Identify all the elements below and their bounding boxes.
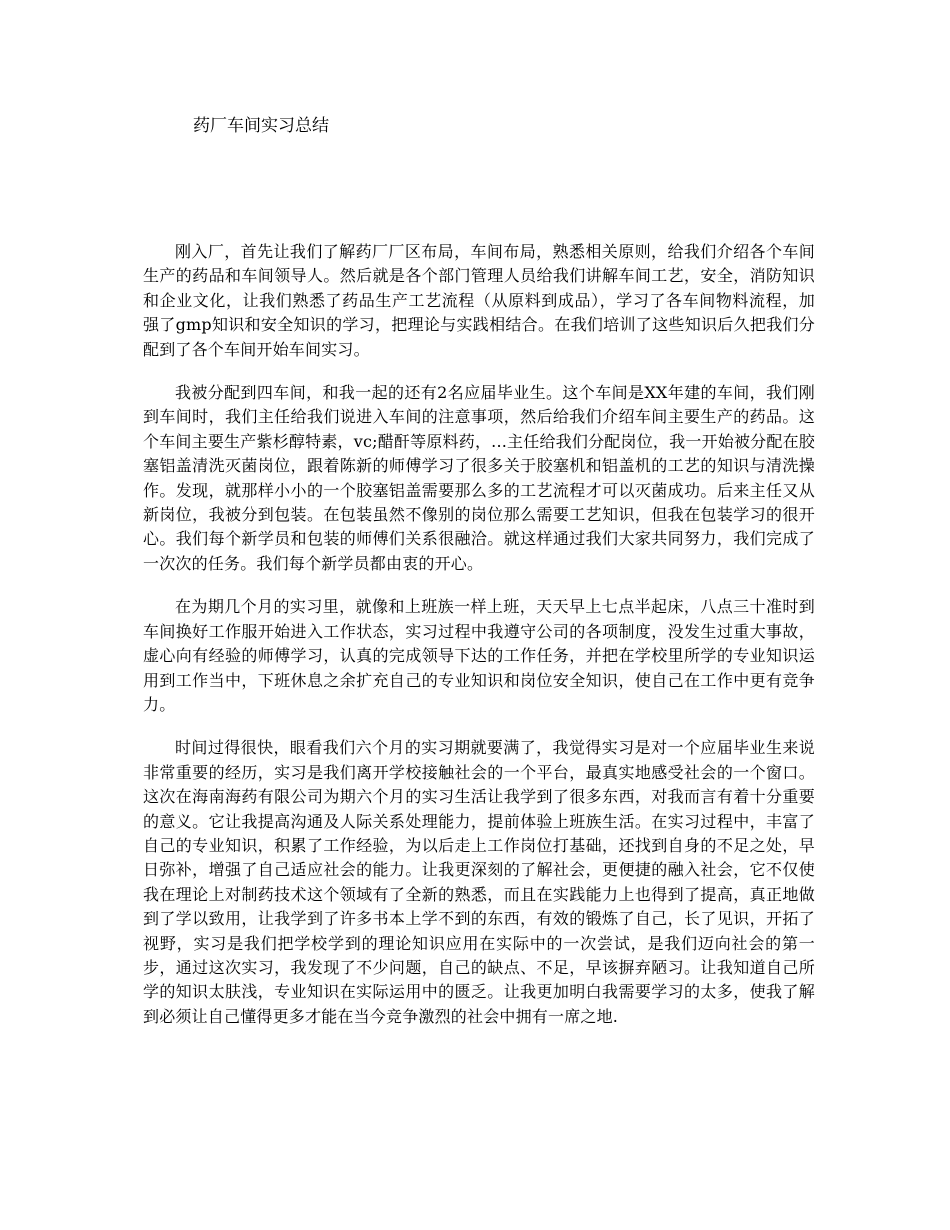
document-title: 药厂车间实习总结 <box>193 116 329 136</box>
paragraph-summary: 时间过得很快，眼看我们六个月的实习期就要满了，我觉得实习是对一个应届毕业生来说非常重要的经历，实习是我们离开学校接触社会的一个平台，最真实地感受社会的一个窗口。这次在海南海药有限公司为期六个月的实习生活让我学到了很多东西，对我而言有着十分重要的意义。它让我提高沟通及人际关系处理能力，提前体验上班族生活。在实习过程中，丰富了自己的专业知识，积累了工作经验，为以后走上工作岗位打基础，还找到自身的不足之处，早日弥补，增强了自己适应社会的能力。让我更深刻的了解社会，更便捷的融入社会，它不仅使我在理论上对制药技术这个领域有了全新的熟悉，而且在实践能力上也得到了提高，真正地做到了学以致用，让我学到了许多书本上学不到的东西，有效的锻炼了自己，长了见识，开拓了视野，实习是我们把学校学到的理论知识应用在实际中的一次尝试，是我们迈向社会的第一步，通过这次实习，我发现了不少问题，自己的缺点、不足，早该摒弃陋习。让我知道自己所学的知识太肤浅，专业知识在实际运用中的匮乏。让我更加明白我需要学习的太多，使我了解到必须让自己懂得更多才能在当今竞争激烈的社会中拥有一席之地. <box>143 738 815 1026</box>
paragraph-workshop-assignment: 我被分配到四车间，和我一起的还有2名应届毕业生。这个车间是XX年建的车间，我们刚到车间时，我们主任给我们说进入车间的注意事项，然后给我们介绍车间主要生产的药品。这个车间主要生产紫杉醇特素，vc;醋酐等原料药，...主任给我们分配岗位，我一开始被分配在胶塞铝盖清洗灭菌岗位，跟着陈新的师傅学习了很多关于胶塞机和铝盖机的工艺的知识与清洗操作。发现，就那样小小的一个胶塞铝盖需要那么多的工艺流程才可以灭菌成功。后来主任又从新岗位，我被分到包装。在包装虽然不像别的岗位那么需要工艺知识，但我在包装学习的很开心。我们每个新学员和包装的师傅们关系很融洽。就这样通过我们大家共同努力，我们完成了一次次的任务。我们每个新学员都由衷的开心。 <box>143 383 815 573</box>
paragraph-orientation: 刚入厂，首先让我们了解药厂厂区布局，车间布局，熟悉相关原则，给我们介绍各个车间生产的药品和车间领导人。然后就是各个部门管理人员给我们讲解车间工艺，安全，消防知识和企业文化，让我们熟悉了药品生产工艺流程（从原料到成品），学习了各车间物料流程，加强了gmp知识和安全知识的学习，把理论与实践相结合。在我们培训了这些知识后久把我们分配到了各个车间开始车间实习。 <box>143 242 815 359</box>
document-body <box>143 240 815 1048</box>
paragraph-daily-work: 在为期几个月的实习里，就像和上班族一样上班，天天早上七点半起床，八点三十准时到车间换好工作服开始进入工作状态，实习过程中我遵守公司的各项制度，没发生过重大事故，虚心向有经验的师傅学习，认真的完成领导下达的工作任务，并把在学校里所学的专业知识运用到工作当中，下班休息之余扩充自己的专业知识和岗位安全知识，使自己在工作中更有竞争力。 <box>143 597 815 714</box>
